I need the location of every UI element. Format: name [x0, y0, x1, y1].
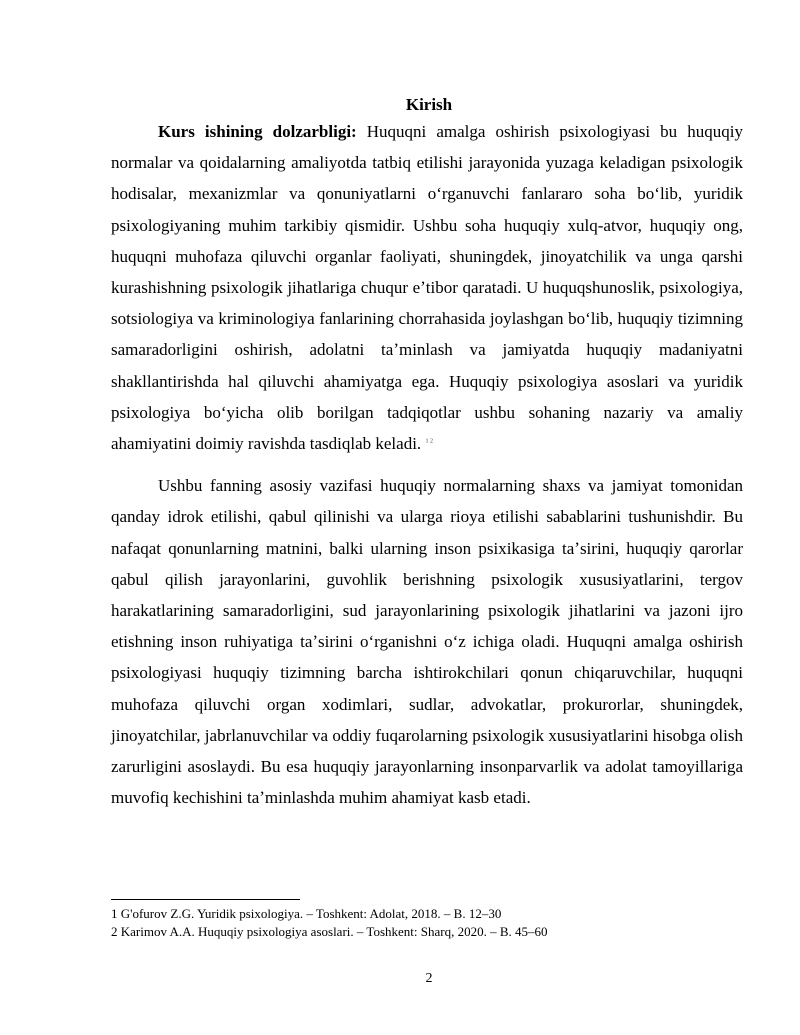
- footnote-item: 1 G'ofurov Z.G. Yuridik psixologiya. – Toshkent: Adolat, 2018. – B. 12–30: [111, 906, 502, 921]
- footnote-separator: [111, 899, 300, 900]
- footnote-reference: 1 2: [425, 438, 433, 445]
- page-number: 2: [425, 971, 433, 986]
- footnotes: [111, 905, 751, 941]
- paragraph-main-task: Ushbu fanning asosiy vazifasi huquqiy normalarning shaxs va jamiyat tomonidan qanday idrok etilishi, qabul qilinishi va ularga rioya etilishi sabablarini tushunishdir. Bu nafaqat qonunlarning matnini, balki ularning inson psixikasiga taʼsirini, huquqiy qarorlar qabul qilish jarayonlarini, guvohlik berishning psixologik xususiyatlarini, tergov harakatlarining samaradorligini, sud jarayonlarining psixologik jihatlarini va jazoni ijro etishning inson ruhiyatiga taʼsirini oʻrganishni oʻz ichiga oladi. Huquqni amalga oshirish psixologiyasi huquqiy tizimning barcha ishtirokchilari qonun chiqaruvchilar, huquqni muhofaza qiluvchi organ xodimlari, sudlar, advokatlar, prokurorlar, shuningdek, jinoyatchilar, jabrlanuvchilar va oddiy fuqarolarning psixologik xususiyatlarini hisobga olish zarurligini asoslaydi. Bu esa huquqiy jarayonlarning insonparvarlik va adolat tamoyillariga muvofiq kechishini taʼminlashda muhim ahamiyat kasb etadi.: [111, 476, 743, 808]
- paragraph-text: Huquqni amalga oshirish psixologiyasi bu huquqiy normalar va qoidalarning amaliyotda tatbiq etilishi jarayonida yuzaga keladigan psixologik hodisalar, mexanizmlar va qonuniyatlarni oʻrganuvchi fanlararo soha boʻlib, yuridik psixologiyaning muhim tarkibiy qismidir. Ushbu soha huquqiy xulq-atvor, huquqiy ong, huquqni muhofaza qiluvchi organlar faoliyati, shuningdek, jinoyatchilik va unga qarshi kurashishning psixologik jihatlariga chuqur eʼtibor qaratadi. U huquqshunoslik, psixologiya, sotsiologiya va kriminologiya fanlarining chorrahasida joylashgan boʻlib, huquqiy tizimning samaradorligini oshirish, adolatni taʼminlash va jamiyatda huquqiy madaniyatni shakllantirishda hal qiluvchi ahamiyatga ega. Huquqiy psixologiya asoslari va yuridik psixologiya boʻyicha olib borilgan tadqiqotlar ushbu sohaning nazariy va amaliy ahamiyatini doimiy ravishda tasdiqlab keladi.: [111, 122, 743, 454]
- paragraph-lead: Kurs ishining dolzarbligi:: [158, 122, 357, 141]
- paragraph-relevance: [111, 116, 743, 459]
- footnote-item: 2 Karimov A.A. Huquqiy psixologiya asoslari. – Toshkent: Sharq, 2020. – B. 45–60: [111, 924, 548, 939]
- body-text: [111, 116, 743, 813]
- section-title: Kirish: [405, 95, 453, 114]
